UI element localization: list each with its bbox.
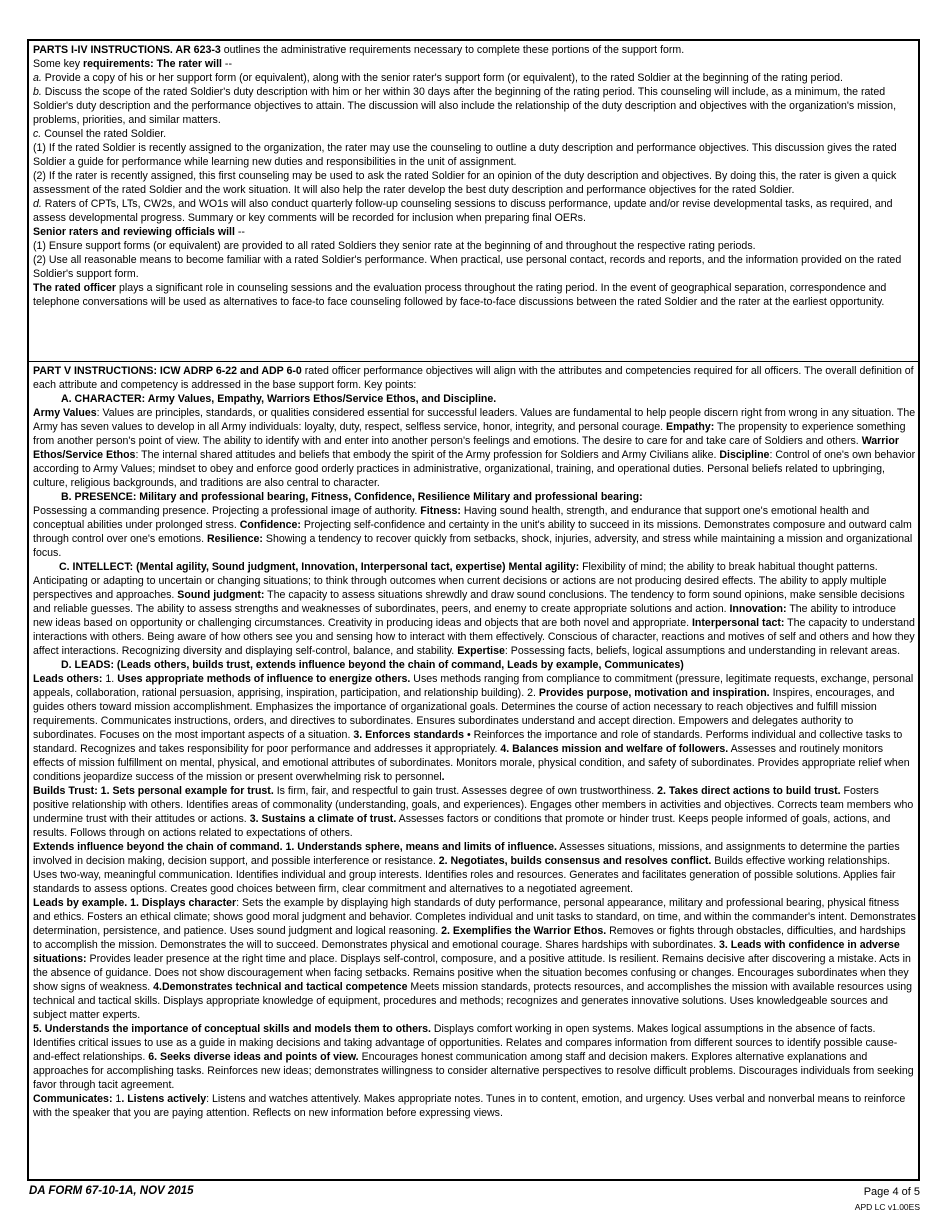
p1-item-c2: (2) If the rater is recently assigned, this first counseling may be used to ask the rated Soldier for an opinion of the duty description and objectives. By doing this, the rater is given a quick assessment of the rated Soldier and the work situation. It will also help the rater develop the best duty description and performance objectives for the rated Soldier. [33,170,897,196]
p5-communicates: Communicates: 1. Listens actively: Listens and watches attentively. Makes appropriate notes. Tunes in to content, emotion, and urgency. Uses verbal and nonverbal means to reinforce with the speaker that you are paying attention. Reflects on new information before expressing views. [33,1093,906,1119]
p1-item-c: c. Counsel the rated Soldier. [33,128,167,140]
form-version: APD LC v1.00ES [854,1202,920,1212]
p1-line-intro: PARTS I-IV INSTRUCTIONS. AR 623-3 outlines the administrative requirements necessary to complete these portions of the support form. [33,44,685,56]
p5-leads-others: Leads others: 1. Uses appropriate methods of influence to energize others. Uses methods ranging from compliance to commitment (pressure, legitimate requests, exchange, personal appeals, collaboration, rational persuasion, apprising, inspiration, participation, and relationship building). 2. Provides purpose, motivation and inspiration. Inspires, encourages, and guides others toward mission accomplishment. Emphasizes the importance of organizational goals. Determines the course of action necessary to reach objectives and fulfill mission requirements. Communicates instructions, orders, and directives to subordinates. Ensures subordinates understand and accept direction. Empowers and delegates authority to subordinates. Focuses on the most important aspects of a situation. 3. Enforces standards • Reinforces the importance and role of standards. Performs individual and collective tasks to standard. Recognizes and takes responsibility for poor performance and addresses it appropriately. 4. Balances mission and welfare of followers. Assesses and routinely monitors effects of mission fulfillment on mental, physical, and emotional attributes of subordinates. Monitors morale, physical condition, and safety of subordinates. Provides appropriate relief when conditions jeopardize success of the mission or present overwhelming risk to personnel. [33,673,914,783]
p1-item-c1: (1) If the rated Soldier is recently assigned to the organization, the rater may use the counseling to outline a duty description and performance objectives. This discussion gives the rated Soldier a guide for performance while learning new duties and responsibilities in the unit of assignment. [33,142,897,168]
form-id: DA FORM 67-10-1A, NOV 2015 [29,1185,194,1197]
page-number: Page 4 of 5 [863,1186,920,1198]
p1-sr-item-2: (2) Use all reasonable means to become familiar with a rated Soldier's performance. When practical, use personal contact, records and reports, and the information provided on the rated Soldier's support form. [33,254,902,280]
p1-line-rater: Some key requirements: The rater will -- [33,58,232,70]
p5-heading-presence: B. PRESENCE: Military and professional bearing, Fitness, Confidence, Resilience Military and professional bearing: [61,491,643,503]
p5-intellect-body: C. INTELLECT: (Mental agility, Sound judgment, Innovation, Interpersonal tact, expertise) Mental agility: Flexibility of mind; the ability to break habitual thought patterns. Anticipating or adapting to uncertain or changing situations; to think through outcomes when current decisions or actions are not producing desired effects. The ability to apply multiple perspectives and approaches. Sound judgment: The capacity to assess situations shrewdly and draw sound conclusions. The tendency to form sound opinions, make sensible decisions and reliable guesses. The ability to assess strengths and weaknesses of subordinates, peers, and enemy to create appropriate solutions and action. Innovation: The ability to introduce new ideas based on opportunity or challenging circumstances. Creativity in producing ideas and objects that are both novel and appropriate. Interpersonal tact: The capacity to understand interactions with others. Being aware of how others see you and sensing how to interact with them effectively. Conscious of character, reactions and motives of self and others and how they affect interactions. Recognizing diversity and displaying self-control, balance, and stability. Expertise: Possessing facts, beliefs, logical assumptions and understanding in relevant areas. [33,561,915,657]
parts-i-iv-instructions [29,41,918,362]
p5-heading-leads: D. LEADS: (Leads others, builds trust, extends influence beyond the chain of command, Leads by example, Communicates) [61,659,684,671]
p5-conceptual-skills: 5. Understands the importance of conceptual skills and models them to others. Displays comfort working in open systems. Makes logical assumptions in the absence of facts. Identifies critical issues to use as a guide in making decisions and taking advantage of opportunities. Relates and compares information from different sources to identify possible cause-and-effect relationships. 6. Seeks diverse ideas and points of view. Encourages honest communication among staff and decision makers. Explores alternative explanations and approaches for accomplishing tasks. Reinforces new ideas; demonstrates willingness to consider alternative perspectives to resolve difficult problems. Discourages individuals from seeking favor through tacit agreement. [33,1023,914,1091]
p5-presence-body: Possessing a commanding presence. Projecting a professional image of authority. Fitness: Having sound health, strength, and endurance that support one's emotional health and conceptual abilities under prolonged stress. Confidence: Projecting self-confidence and certainty in the unit's ability to succeed in its missions. Demonstrates composure and outward calm through control over one's emotions. Resilience: Showing a tendency to recover quickly from setbacks, shock, injuries, adversity, and stress while maintaining a mission and organizational focus. [33,505,913,559]
p1-item-a: a. Provide a copy of his or her support form (or equivalent), along with the senior rater's support form (or equivalent), to the rated Soldier at the beginning of the rating period. [33,72,843,84]
form-frame [27,39,920,1181]
p5-intro: PART V INSTRUCTIONS: ICW ADRP 6-22 and ADP 6-0 rated officer performance objectives will align with the attributes and competencies required for all officers. The overall definition of each attribute and competency is addressed in the base support form. Key points: [33,365,914,391]
p1-sr-item-1: (1) Ensure support forms (or equivalent) are provided to all rated Soldiers they senior rate at the beginning of and throughout the respective rating periods. [33,240,756,252]
p1-item-d: d. Raters of CPTs, LTs, CW2s, and WO1s will also conduct quarterly follow-up counseling sessions to discuss performance, update and/or revise developmental tasks, as required, and assess developmental progress. Summary or key comments will be recorded for inclusion when preparing final OERs. [33,198,893,224]
p5-heading-character: A. CHARACTER: Army Values, Empathy, Warriors Ethos/Service Ethos, and Discipline. [61,393,497,405]
p5-leads-by-example: Leads by example. 1. Displays character: Sets the example by displaying high standards of duty performance, personal appearance, military and professional bearing, physical fitness and ethics. Fosters an ethical climate; shows good moral judgment and behavior. Completes individual and unit tasks to standard, on time, and within the commander's intent. Demonstrates determination, persistence, and patience. Uses sound judgment and logical reasoning. 2. Exemplifies the Warrior Ethos. Removes or fights through obstacles, difficulties, and hardships to accomplish the mission. Demonstrates the will to succeed. Demonstrates physical and emotional courage. Shares hardships with subordinates. 3. Leads with confidence in adverse situations: Provides leader presence at the right time and place. Displays self-control, composure, and a positive attitude. Is resilient. Remains decisive after discovering a mistake. Acts in the absence of guidance. Does not show discouragement when facing setbacks. Remains positive when the situation becomes confusing or changes. Encourages subordinates when they show signs of weakness. 4.Demonstrates technical and tactical competence Meets mission standards, protects resources, and accomplishes the mission with available resources using technical and tactical skills. Displays appropriate knowledge of equipment, procedures and methods; recognizes and generates innovative solutions. Uses knowledgeable sources and subject matter experts. [33,897,916,1021]
part-v-instructions [29,362,918,1120]
p1-item-b: b. Discuss the scope of the rated Soldier's duty description with him or her within 30 days after the beginning of the rating period. This counseling will include, as a minimum, the rated Soldier's duty description and the performance objectives to attain. The discussion will also include the relationship of the duty description and objectives with the organization's mission, problems, priorities, and similar matters. [33,86,897,126]
p1-senior-raters: Senior raters and reviewing officials will -- [33,226,245,238]
p5-builds-trust: Builds Trust: 1. Sets personal example for trust. Is firm, fair, and respectful to gain trust. Assesses degree of own trustworthiness. 2. Takes direct actions to build trust. Fosters positive relationship with others. Identifies areas of commonality (understanding, goals, and experiences). Engages other members in activities and objectives. Corrects team members who undermine trust with their attitudes or actions. 3. Sustains a climate of trust. Assesses factors or conditions that promote or hinder trust. Keeps people informed of goals, actions, and results. Follows through on actions related to expectations of others. [33,785,914,839]
p1-rated-officer: The rated officer plays a significant role in counseling sessions and the evaluation process throughout the rating period. In the event of geographical separation, correspondence and telephone conversations will be used as alternatives to face-to face counseling followed by face-to-face discussions between the rated Soldier and the rater at the earliest opportunity. [33,282,887,308]
p5-character-body: Army Values: Values are principles, standards, or qualities considered essential for successful leaders. Values are fundamental to help people discern right from wrong in any situation. The Army has seven values to develop in all Army individuals: loyalty, duty, respect, selfless service, honor, integrity, and personal courage. Empathy: The propensity to experience something from another person's point of view. The ability to identify with and enter into another person's feelings and emotions. The desire to care for and take care of Soldiers and others. Warrior Ethos/Service Ethos: The internal shared attitudes and beliefs that embody the spirit of the Army profession for Soldiers and Army Civilians alike. Discipline: Control of one's own behavior according to Army Values; mindset to obey and enforce good orderly practices in administrative, organizational, training, and operational duties. Personal beliefs related to upbringing, culture, religious backgrounds, and traditions are also central to character. [33,407,916,489]
p5-extends-influence: Extends influence beyond the chain of command. 1. Understands sphere, means and limits of influence. Assesses situations, missions, and assignments to determine the parties involved in decision making, decision support, and possible interference or resistance. 2. Negotiates, builds consensus and resolves conflict. Builds effective working relationships. Uses two-way, meaningful communication. Identifies individual and group interests. Identifies roles and resources. Generates and facilitates generation of possible solutions. Applies fair standards to assess options. Creates good choices between firm, clear commitment and alternatives to a negotiated agreement. [33,841,900,895]
